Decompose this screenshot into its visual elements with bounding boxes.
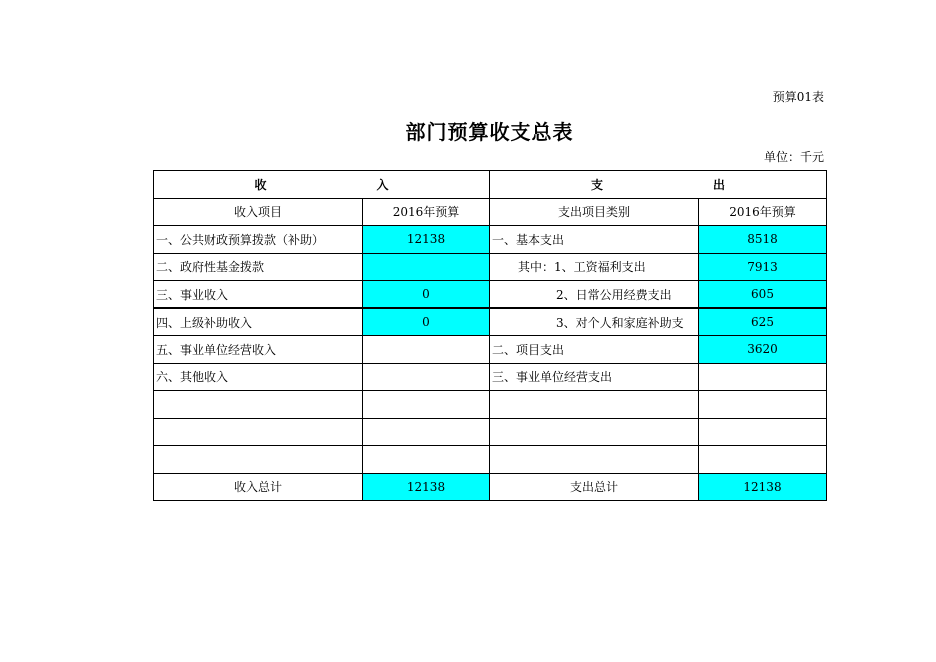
empty-cell[interactable]	[363, 446, 490, 474]
expense-section-header: 支 出	[490, 171, 827, 199]
unit-label: 单位：千元	[763, 150, 824, 164]
empty-cell[interactable]	[699, 418, 827, 446]
empty-cell[interactable]	[490, 418, 699, 446]
income-value-cell[interactable]	[363, 336, 490, 364]
table-row	[154, 226, 827, 254]
totals-row	[154, 473, 827, 501]
table-row	[154, 336, 827, 364]
expense-item-cell[interactable]: 2、日常公用经费支出	[490, 281, 699, 309]
empty-cell[interactable]	[154, 391, 363, 419]
expense-item-cell[interactable]: 三、事业单位经营支出	[490, 363, 699, 391]
empty-cell[interactable]	[363, 418, 490, 446]
empty-cell[interactable]	[490, 391, 699, 419]
table-row	[154, 281, 827, 309]
empty-cell[interactable]	[699, 391, 827, 419]
empty-cell[interactable]	[363, 391, 490, 419]
expense-item-cell[interactable]: 二、项目支出	[490, 336, 699, 364]
income-item-cell[interactable]: 三、事业收入	[154, 281, 363, 309]
income-value-cell[interactable]: 12138	[363, 226, 490, 254]
table-row	[154, 363, 827, 391]
col-header-expense-item: 支出项目类别	[490, 198, 699, 226]
expense-value-cell[interactable]: 7913	[699, 253, 827, 281]
income-item-cell[interactable]: 二、政府性基金拨款	[154, 253, 363, 281]
income-item-cell[interactable]: 一、公共财政预算拨款（补助）	[154, 226, 363, 254]
empty-cell[interactable]	[154, 446, 363, 474]
col-header-income-budget: 2016年预算	[363, 198, 490, 226]
page-title: 部门预算收支总表	[405, 120, 574, 144]
income-section-header: 收 入	[154, 171, 490, 199]
income-total-label: 收入总计	[154, 473, 363, 501]
expense-item-cell[interactable]: 3、对个人和家庭补助支	[490, 308, 699, 336]
empty-row	[154, 391, 827, 419]
expense-value-cell[interactable]: 625	[699, 308, 827, 336]
section-header-row	[154, 171, 827, 199]
empty-cell[interactable]	[154, 418, 363, 446]
empty-row	[154, 446, 827, 474]
expense-value-cell[interactable]: 605	[699, 281, 827, 309]
empty-row	[154, 418, 827, 446]
col-header-expense-budget: 2016年预算	[699, 198, 827, 226]
income-value-cell[interactable]	[363, 363, 490, 391]
expense-total-label: 支出总计	[490, 473, 699, 501]
income-total-value[interactable]: 12138	[363, 473, 490, 501]
expense-item-cell[interactable]: 一、基本支出	[490, 226, 699, 254]
expense-item-cell[interactable]: 其中：1、工资福利支出	[490, 253, 699, 281]
income-item-cell[interactable]: 四、上级补助收入	[154, 308, 363, 336]
expense-value-cell[interactable]	[699, 363, 827, 391]
empty-cell[interactable]	[699, 446, 827, 474]
expense-value-cell[interactable]: 8518	[699, 226, 827, 254]
table-row	[154, 308, 827, 336]
empty-cell[interactable]	[490, 446, 699, 474]
expense-total-value[interactable]: 12138	[699, 473, 827, 501]
income-value-cell[interactable]	[363, 253, 490, 281]
form-number: 预算01表	[772, 90, 824, 104]
col-header-income-item: 收入项目	[154, 198, 363, 226]
income-item-cell[interactable]: 五、事业单位经营收入	[154, 336, 363, 364]
expense-value-cell[interactable]: 3620	[699, 336, 827, 364]
table-row	[154, 253, 827, 281]
income-value-cell[interactable]: 0	[363, 281, 490, 309]
income-item-cell[interactable]: 六、其他收入	[154, 363, 363, 391]
budget-table	[153, 170, 827, 501]
column-header-row	[154, 198, 827, 226]
income-value-cell[interactable]: 0	[363, 308, 490, 336]
